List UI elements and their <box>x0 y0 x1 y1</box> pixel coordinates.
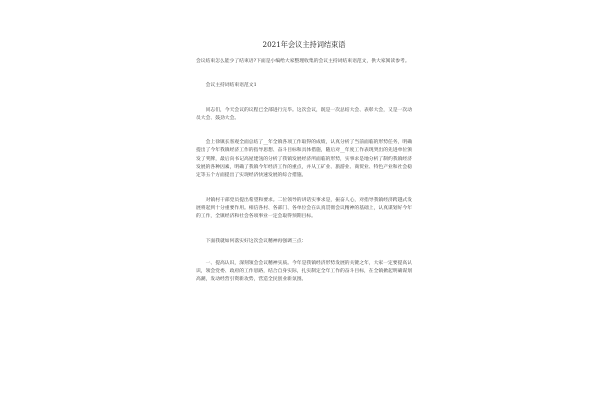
section-heading: 会议主持词结束语范文1 <box>205 83 257 89</box>
body-paragraph: 一、提高认识，深刻领会会议精神实质。今年是我镇经济形势发展的关键之年，大家一定要提高认识，领会党委、政府的工作思路，结合自身实际，扎实制定全年工作的奋斗目标，在全镇掀起明确谋划高潮，发动经营引资新攻势，营造全民创业新氛围。 <box>196 260 412 283</box>
intro-paragraph: 会议结束怎么能少了结束语?下面是小编给大家整理收集的会议主持词结束语范文，供大家阅读参考。 <box>196 59 410 64</box>
body-paragraph: 会上徐镇长客观全面总结了__年全镇各项工作取得的成绩，认真分析了当前面临的形势任务，明确提出了今年我镇经济工作的指导思想、奋斗目标和具体措施，随后对__年度工作表现突出的先进单位颁发了奖牌，最后向书记高屋建瓴的分析了我镇发展经济所面临的形势，实事求是地分析了制约我镇经济发展的各种因素，明确了我镇今年经济工作的重点，并从工矿业、旅游业、商贸业、特色产业和社会稳定等五个方面提出了实现经济快速发展的综合措施。 <box>196 140 412 179</box>
document-body <box>196 40 412 301</box>
body-paragraph: 对镇村干部党员提出希望和要求。二位领导的讲话实事求是，振奋人心，对指导我镇经济跨越式发展将起到十分重要作用。相信各村、各部门、各单位会在认真贯彻会议精神的基础上，认真谋划好今年的工作，全镇经济和社会各项事业一定会取得预期目标。 <box>196 197 412 220</box>
body-paragraph: 下面我就如何落实好这次会议精神再强调三点： <box>205 238 307 244</box>
body-paragraph: 同志们，今天会议的议程已全部进行完毕。这次会议，既是一次总结大会、表彰大会，又是一次动员大会、鼓劲大会。 <box>196 107 412 121</box>
document-title: 2021年会议主持词结束语 <box>262 40 346 49</box>
